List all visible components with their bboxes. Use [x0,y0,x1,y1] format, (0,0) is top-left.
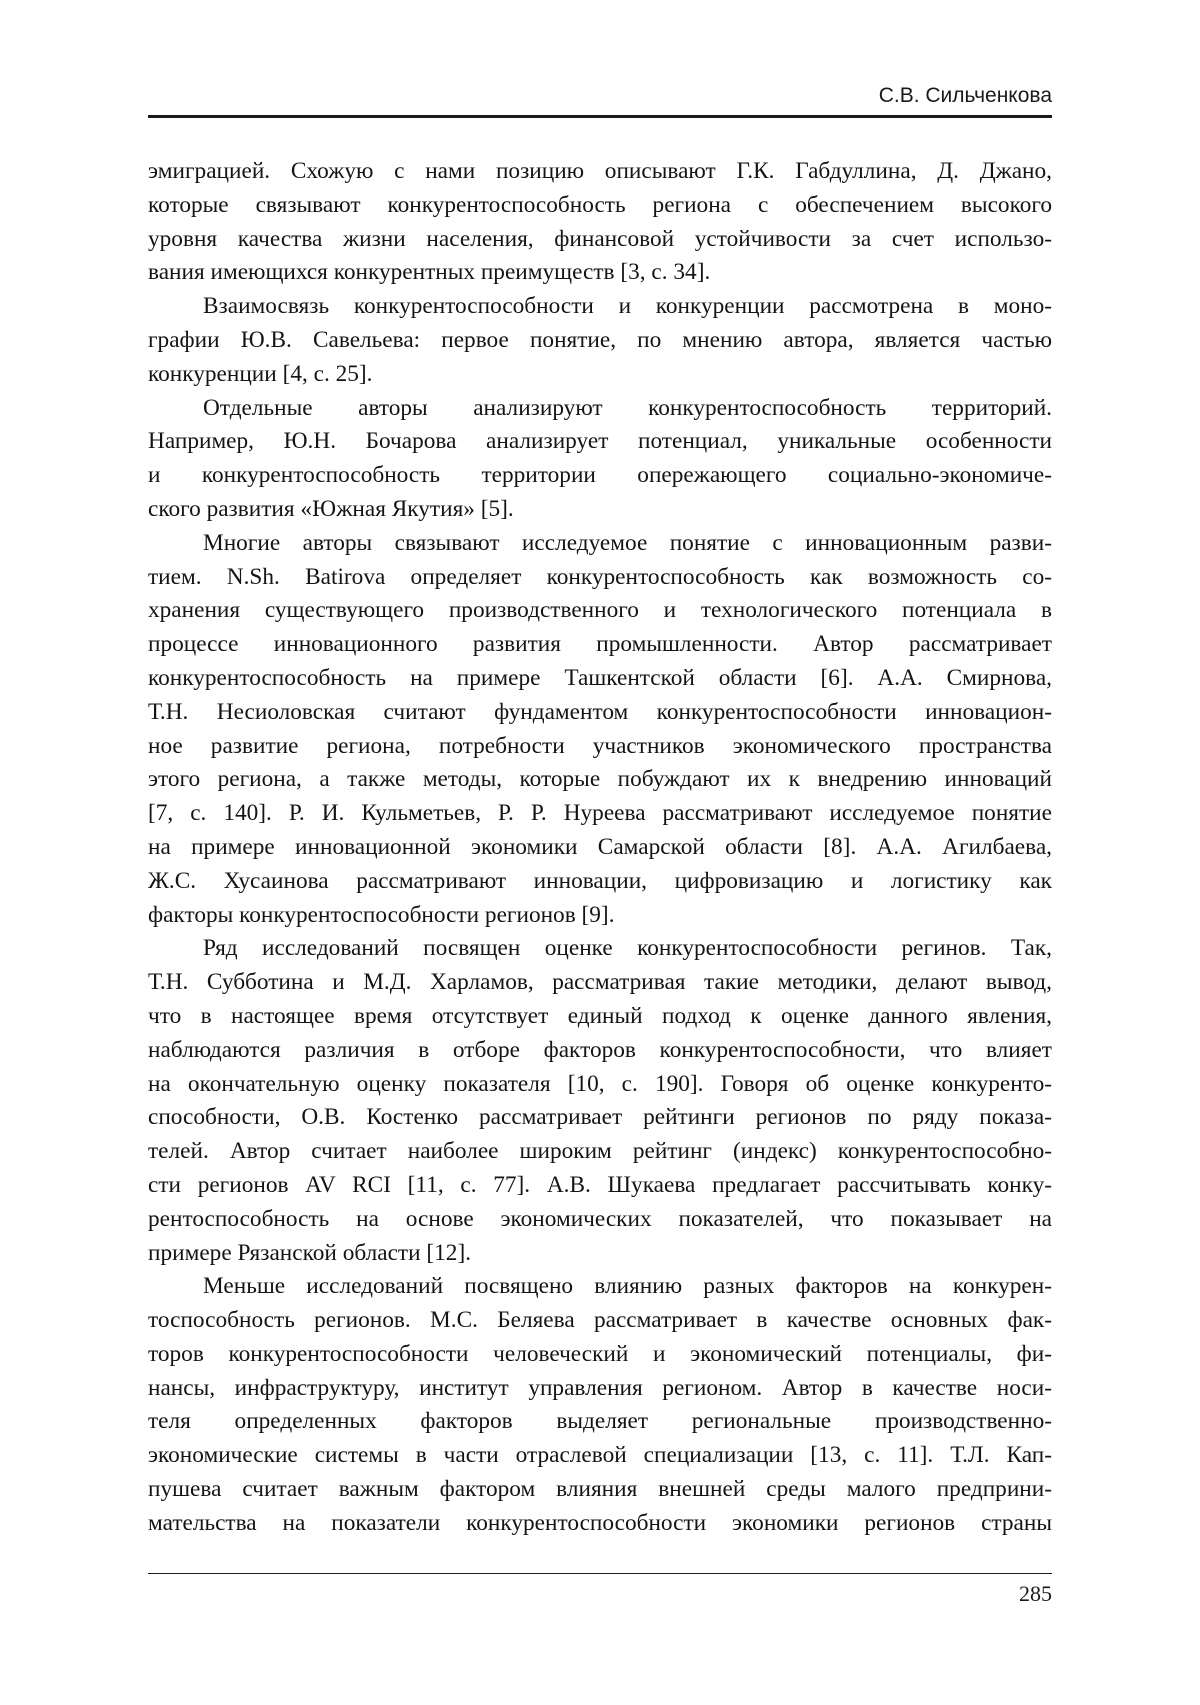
text-line: экономические системы в части отраслевой специализации [13, с. 11]. Т.Л. Кап- [148,1442,1052,1469]
text-line: на примере инновационной экономики Самарской области [8]. А.А. Агилбаева, [148,833,1052,860]
text-line: пушева считает важным фактором влияния внешней среды малого предприни- [148,1476,1052,1503]
text-line: факторы конкурентоспособности регионов [9]. [148,901,615,928]
text-line: этого региона, а также методы, которые побуждают их к внедрению инноваций [148,766,1052,793]
text-line: конкуренции [4, с. 25]. [148,360,373,387]
text-line: Т.Н. Несиоловская считают фундаментом конкурентоспособности инновацион- [148,698,1052,725]
text-line: Например, Ю.Н. Бочарова анализирует потенциал, уникальные особенности [148,428,1052,455]
text-line: ского развития «Южная Якутия» [5]. [148,495,514,522]
text-line: уровня качества жизни населения, финансовой устойчивости за счет использо- [148,225,1052,252]
text-line: графии Ю.В. Савельева: первое понятие, по мнению автора, является частью [148,326,1052,353]
header-rule [148,115,1052,118]
text-line: теля определенных факторов выделяет региональные производственно- [148,1408,1052,1435]
text-line: эмиграцией. Схожую с нами позицию описывают Г.К. Габдуллина, Д. Джано, [148,158,1052,184]
text-line: нансы, инфраструктуру, институт управления регионом. Автор в качестве носи- [148,1374,1052,1401]
text-line: на окончательную оценку показателя [10, с. 190]. Говоря об оценке конкуренто- [148,1070,1052,1097]
text-line: ное развитие региона, потребности участников экономического пространства [148,732,1052,759]
text-line: способности, О.В. Костенко рассматривает рейтинги регионов по ряду показа- [148,1104,1052,1131]
text-line: что в настоящее время отсутствует единый подход к оценке данного явления, [148,1002,1052,1029]
body-text [148,155,1052,1541]
text-line: Отдельные авторы анализируют конкурентоспособность территорий. [203,394,1052,421]
text-line: Взаимосвязь конкурентоспособности и конкуренции рассмотрена в моно- [203,293,1052,320]
text-line: и конкурентоспособность территории опережающего социально-экономиче- [148,462,1052,489]
text-line: хранения существующего производственного и технологического потенциала в [148,597,1052,624]
text-line: сти регионов AV RCI [11, с. 77]. А.В. Шукаева предлагает рассчитывать конку- [148,1171,1052,1198]
text-line: торов конкурентоспособности человеческий и экономический потенциалы, фи- [148,1340,1052,1367]
text-line: которые связывают конкурентоспособность региона с обеспечением высокого [148,191,1052,218]
text-line: примере Рязанской области [12]. [148,1239,472,1266]
text-line: процессе инновационного развития промышленности. Автор рассматривает [148,631,1052,658]
text-line: вания имеющихся конкурентных преимуществ [3, с. 34]. [148,259,711,286]
text-line: [7, с. 140]. Р. И. Кульметьев, Р. Р. Нуреева рассматривают исследуемое понятие [148,800,1052,827]
text-line: конкурентоспособность на примере Ташкентской области [6]. А.А. Смирнова, [148,664,1052,691]
page-number: 285 [1019,1581,1052,1606]
text-line: Ряд исследований посвящен оценке конкурентоспособности регинов. Так, [203,935,1052,962]
text-line: Ж.С. Хусаинова рассматривают инновации, цифровизацию и логистику как [148,867,1052,894]
text-line: телей. Автор считает наиболее широким рейтинг (индекс) конкурентоспособно- [148,1138,1052,1165]
text-line: мательства на показатели конкурентоспособности экономики регионов страны [148,1509,1052,1536]
running-head-author: С.В. Сильченкова [878,84,1052,107]
text-line: наблюдаются различия в отборе факторов конкурентоспособности, что влияет [148,1036,1052,1063]
text-line: тоспособность регионов. М.С. Беляева рассматривает в качестве основных фак- [148,1307,1052,1334]
footer-rule [148,1573,1052,1574]
text-line: тием. N.Sh. Batirova определяет конкурентоспособность как возможность со- [148,563,1052,590]
text-line: Многие авторы связывают исследуемое понятие с инновационным разви- [203,529,1052,556]
text-line: Т.Н. Субботина и М.Д. Харламов, рассматривая такие методики, делают вывод, [148,969,1052,996]
text-line: Меньше исследований посвящено влиянию разных факторов на конкурен- [203,1273,1052,1300]
text-line: рентоспособность на основе экономических показателей, что показывает на [148,1205,1052,1232]
